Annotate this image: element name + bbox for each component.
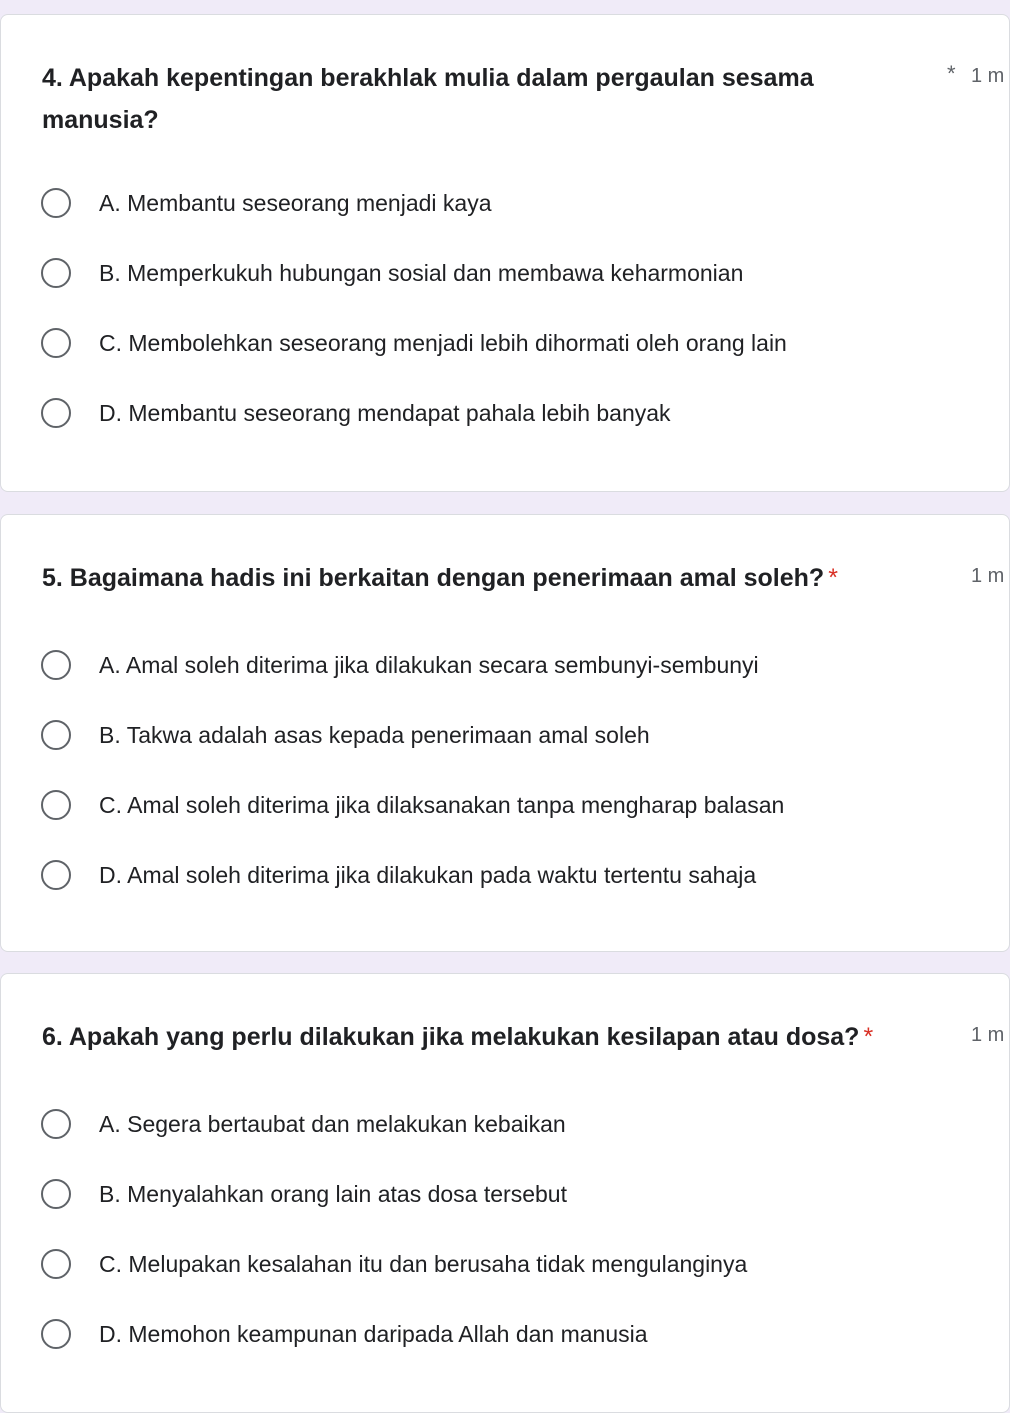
option-label: C. Amal soleh diterima jika dilaksanakan tanpa mengharap balasan	[99, 791, 785, 818]
option-label: A. Amal soleh diterima jika dilakukan secara sembunyi-sembunyi	[99, 651, 759, 678]
option-d[interactable]	[41, 1314, 648, 1354]
question-card-6	[0, 973, 1010, 1413]
question-title	[42, 57, 882, 141]
option-label: A. Membantu seseorang menjadi kaya	[99, 189, 492, 216]
radio-button[interactable]	[41, 1249, 71, 1279]
option-label: A. Segera bertaubat dan melakukan kebaikan	[99, 1110, 566, 1137]
question-card-5	[0, 514, 1010, 952]
option-label: B. Menyalahkan orang lain atas dosa tersebut	[99, 1180, 567, 1207]
option-label: B. Takwa adalah asas kepada penerimaan amal soleh	[99, 721, 650, 748]
option-label: C. Melupakan kesalahan itu dan berusaha tidak mengulanginya	[99, 1250, 748, 1277]
option-label: B. Memperkukuh hubungan sosial dan membawa keharmonian	[99, 259, 744, 286]
radio-button[interactable]	[41, 790, 71, 820]
option-label: C. Membolehkan seseorang menjadi lebih dihormati oleh orang lain	[99, 329, 787, 356]
required-asterisk: *	[863, 1023, 874, 1051]
radio-button[interactable]	[41, 328, 71, 358]
option-a[interactable]	[41, 1104, 566, 1144]
option-a[interactable]	[41, 183, 492, 223]
required-asterisk: *	[947, 61, 956, 86]
radio-button[interactable]	[41, 1109, 71, 1139]
question-title-line: 4. Apakah kepentingan berakhlak mulia dalam pergaulan sesama	[42, 64, 814, 92]
option-label: D. Amal soleh diterima jika dilakukan pada waktu tertentu sahaja	[99, 861, 757, 888]
option-c[interactable]	[41, 1244, 747, 1284]
question-title	[42, 1016, 942, 1058]
option-label: D. Membantu seseorang mendapat pahala lebih banyak	[99, 399, 671, 426]
option-d[interactable]	[41, 393, 671, 433]
radio-button[interactable]	[41, 1179, 71, 1209]
required-asterisk: *	[828, 564, 838, 592]
radio-button[interactable]	[41, 188, 71, 218]
points-label: 1 m	[971, 1024, 1005, 1046]
option-b[interactable]	[41, 1174, 567, 1214]
option-label: D. Memohon keampunan daripada Allah dan manusia	[99, 1320, 648, 1347]
question-card-4	[0, 14, 1010, 492]
option-c[interactable]	[41, 785, 784, 825]
question-title-text: 6. Apakah yang perlu dilakukan jika melakukan kesilapan atau dosa?	[42, 1023, 860, 1051]
option-c[interactable]	[41, 323, 787, 363]
option-b[interactable]	[41, 253, 743, 293]
radio-button[interactable]	[41, 650, 71, 680]
radio-button[interactable]	[41, 258, 71, 288]
points-label: 1 m	[971, 565, 1005, 587]
points-label: 1 m	[971, 65, 1005, 87]
option-d[interactable]	[41, 855, 756, 895]
question-title-text: 5. Bagaimana hadis ini berkaitan dengan penerimaan amal soleh?	[42, 564, 825, 592]
radio-button[interactable]	[41, 860, 71, 890]
radio-button[interactable]	[41, 398, 71, 428]
radio-button[interactable]	[41, 1319, 71, 1349]
question-title	[42, 557, 882, 599]
option-a[interactable]	[41, 645, 759, 685]
question-title-line: manusia?	[42, 106, 159, 134]
radio-button[interactable]	[41, 720, 71, 750]
option-b[interactable]	[41, 715, 650, 755]
